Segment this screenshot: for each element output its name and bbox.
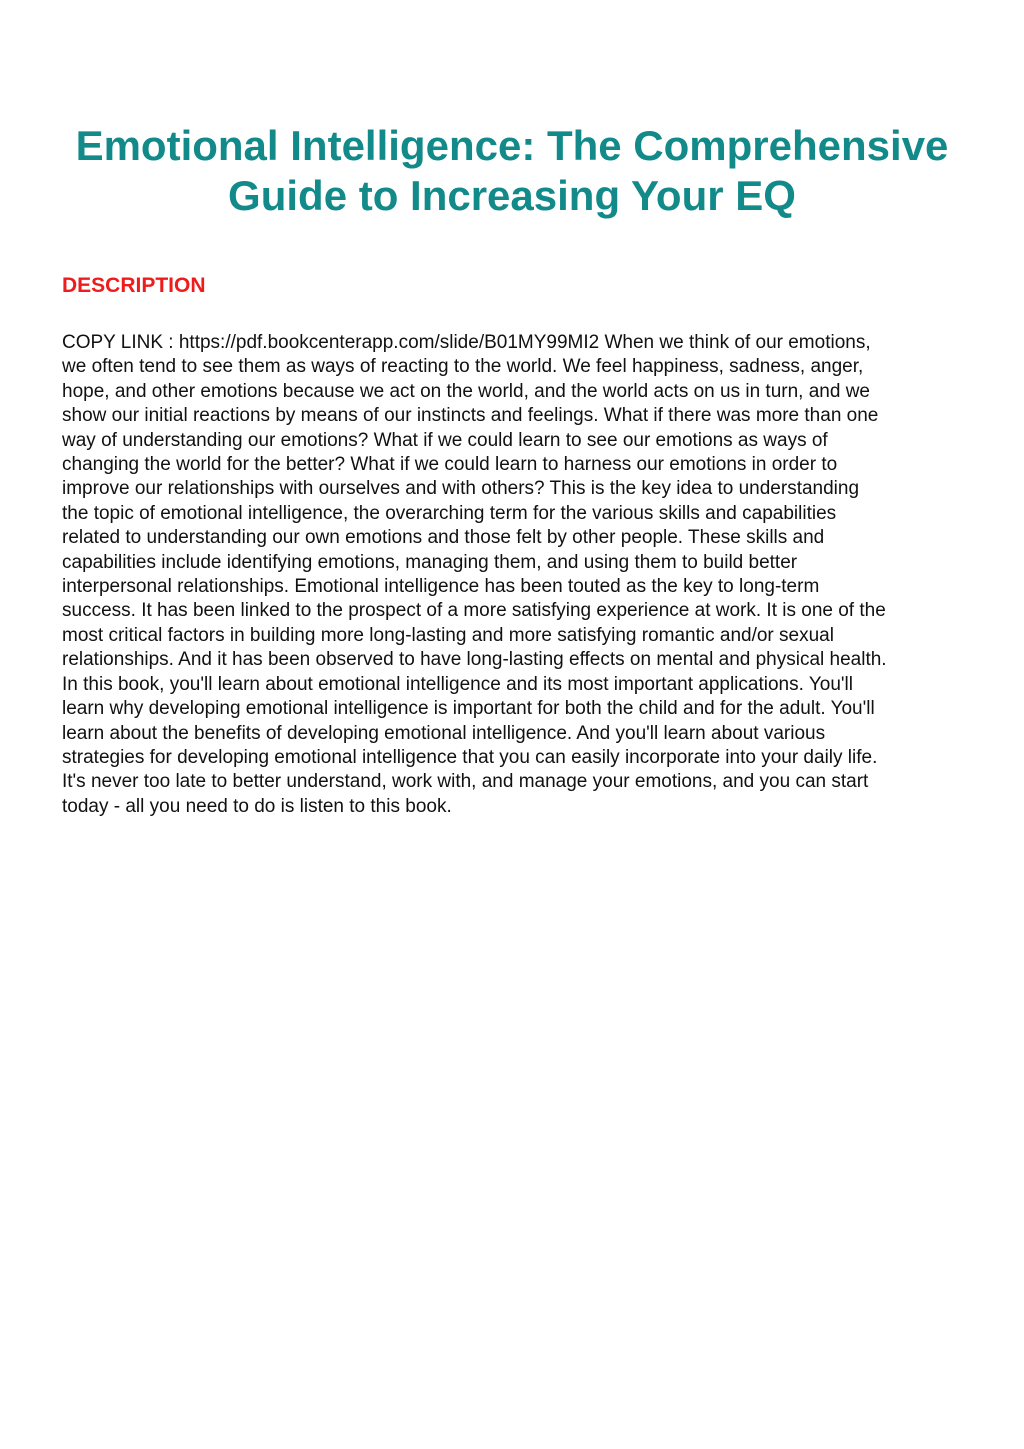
description-line: way of understanding our emotions? What if we could learn to see our emotions as ways of [62, 429, 828, 451]
description-line: the topic of emotional intelligence, the overarching term for the various skills and capabilities [62, 502, 837, 524]
description-line: we often tend to see them as ways of reacting to the world. We feel happiness, sadness, anger, [62, 356, 864, 378]
description-line: today - all you need to do is listen to this book. [62, 795, 452, 817]
description-line: success. It has been linked to the prospect of a more satisfying experience at work. It is one of the [62, 600, 886, 622]
description-heading: DESCRIPTION [62, 274, 206, 297]
description-line: hope, and other emotions because we act on the world, and the world acts on us in turn, and we [62, 380, 871, 402]
description-line: It's never too late to better understand, work with, and manage your emotions, and you can start [62, 771, 869, 793]
description-line: capabilities include identifying emotions, managing them, and using them to build better [62, 551, 798, 573]
description-line: changing the world for the better? What if we could learn to harness our emotions in order to [62, 454, 838, 476]
description-line: show our initial reactions by means of our instincts and feelings. What if there was more than one [62, 405, 879, 427]
description-line: learn why developing emotional intelligence is important for both the child and for the adult. You'll [62, 698, 875, 720]
description-line: relationships. And it has been observed to have long-lasting effects on mental and physical health. [62, 649, 887, 671]
description-text [62, 331, 982, 819]
description-line: improve our relationships with ourselves and with others? This is the key idea to understanding [62, 478, 860, 500]
description-line: interpersonal relationships. Emotional intelligence has been touted as the key to long-term [62, 576, 820, 598]
description-line: related to understanding our own emotions and those felt by other people. These skills and [62, 527, 825, 549]
description-line: strategies for developing emotional intelligence that you can easily incorporate into your daily life. [62, 746, 878, 768]
description-line: learn about the benefits of developing emotional intelligence. And you'll learn about various [62, 722, 826, 744]
description-line: In this book, you'll learn about emotional intelligence and its most important applications. You'll [62, 673, 853, 695]
description-line: COPY LINK : https://pdf.bookcenterapp.com/slide/B01MY99MI2 When we think of our emotions, [62, 332, 871, 353]
document-title: Emotional Intelligence: The Comprehensive Guide to Increasing Your EQ [75, 122, 949, 219]
description-line: most critical factors in building more long-lasting and more satisfying romantic and/or sexual [62, 624, 834, 646]
